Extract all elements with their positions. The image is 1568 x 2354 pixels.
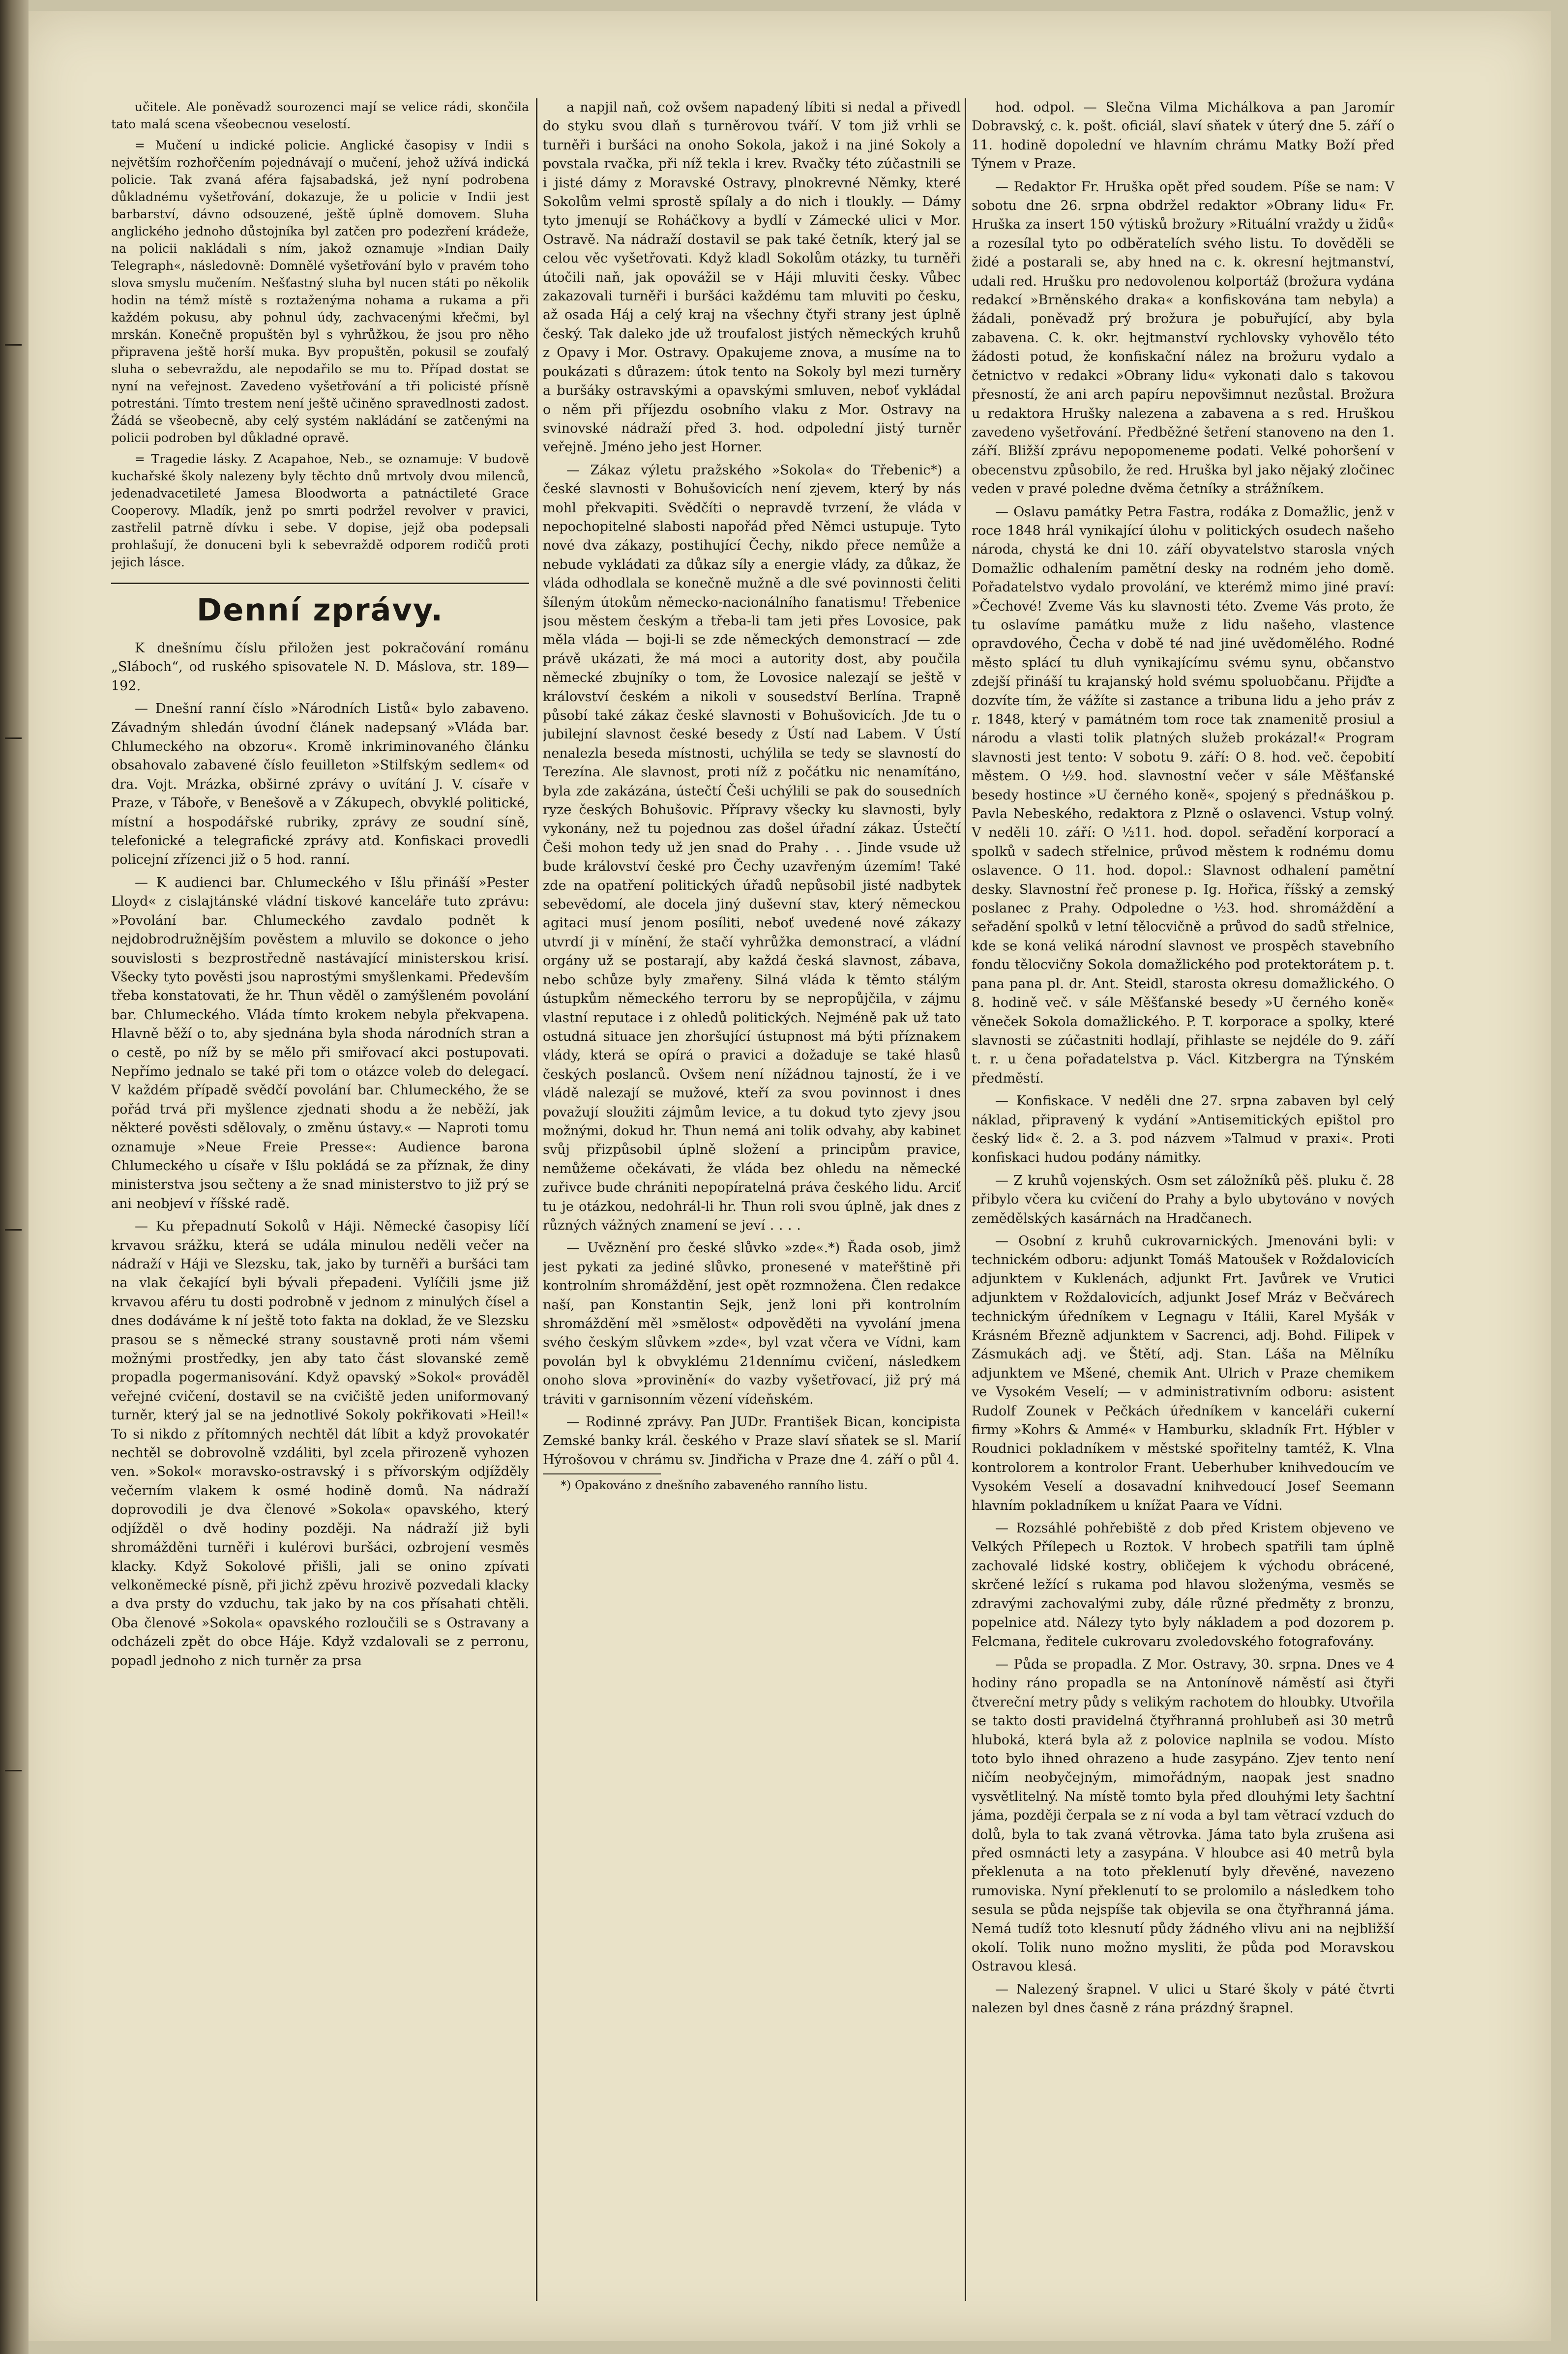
section-heading: Denní zprávy.	[111, 583, 529, 632]
article-supplement: K dnešnímu číslu přiložen jest pokračování románu „Sláboch“, od ruského spisovatele N. D. Máslova, str. 189—192.	[111, 641, 529, 694]
binding-mark	[5, 344, 22, 346]
article-ground-collapse: — Půda se propadla. Z Mor. Ostravy, 30. srpna. Dnes ve 4 hodiny ráno propadla se na Antonínově náměstí asi čtyři čtvereční metry půdy s velikým rachotem do hloubky. Utvořila se takto dosti pravidelná čtyřhranná prohlubeň asi 30 metrů hluboká, která byla až z polovice naplnila se vodou. Místo toto bylo ihned ohrazeno a hude zasypáno. Zjev tento není ničím neobyčejným, mimořádným, naopak jest snadno vysvětlitelný. Na místě tomto byla před dlouhými lety šachtní jáma, později čerpala se z ní voda a byl tam větrací vzduch do dolů, byla to tak zvaná větrovka. Jáma tato byla zrušena asi před osmnácti lety a zasypána. V hloubce asi 40 metrů byla překlenuta a na toto překlenutí byly dřevěné, navezeno rumoviska. Nyní překlenutí to se prolomilo a následkem toho sesula se půda nejspíše tak objevila se ona čtyřhranná jáma. Nemá tudíž toto klesnutí půdy žádného vlivu ani na nejbližší okolí. Tolik nuno možno mysliti, že půda pod Moravskou Ostravou klesá.	[972, 1656, 1394, 1974]
article-police-torture: = Mučení u indické policie. Anglické časopisy v Indii s největším rozhořčením pojednávají o mučení, jehož užívá indická policie. Tak zvaná aféra fajsabadská, jež nyní podrobena důkladnému vyšetřování, dokazuje, že u policie v Indii jest barbarství, dávno odsouzené, ještě úplně domovem. Sluha anglického jednoho důstojníka byl zatčen pro podezření krádeže, na policii nakládali s ním, jakož oznamuje »Indian Daily Telegraph«, následovně: Domnělé vyšetřování bylo v pravém toho slova smyslu mučením. Nešťastný sluha byl nucen státi po několik hodin na témž místě s roztaženýma nohama a rukama a při každém pokusu, aby pohnul údy, zachvacenými křečmi, byl mrskán. Konečně propuštěn byl s vyhrůžkou, že jsou pro něho připravena ještě horší muka. Byv propuštěn, pokusil se zoufalý sluha o sebevraždu, ale nepodařilo se mu to. Případ dostat se nyní na veřejnost. Zavedeno vyšetřování a tři policisté přísně potrestáni. Tímto trestem není ještě učiněno spravedlnosti zadost. Žádá se všeobecně, aby celý systém nakládání se zatčenými na policii podroben byl důkladné opravě.	[111, 138, 529, 445]
binding-mark	[5, 1229, 22, 1231]
article-shrapnel: — Nalezený šrapnel. V ulici u Staré školy v páté čtvrti nalezen byl dnes časně z rána prázdný šrapnel.	[972, 1981, 1394, 2016]
article-hruska: — Redaktor Fr. Hruška opět před soudem. Píše se nam: V sobotu dne 26. srpna obdržel redaktor »Obrany lidu« Fr. Hruška za insert 150 výtisků brožury »Rituální vraždy u židů« a rozesílal tyto po odběratelích svého listu. To dověděli se židé a postarali se, aby hned na c. k. okresní hejtmanství, udali red. Hrušku pro nedovolenou kolportáž (brožura vydána redakcí »Brněnského draka« a konfiskována tam nebyla) a žádali, poněvadž prý brožura je pobuřující, aby byla zabavena. C. k. okr. hejtmanství rychlovsky vyhovělo této žádosti potud, že konfiskační nález na brožuru vydalo a četnictvo v redakci »Obrany lidu« vykonati dalo s takovou přesností, že ani arch papíru nepovšimnut nezůstal. Brožura u redaktora Hrušky nalezena a zabavena a s red. Hruškou zavedeno vyšetřování. Předběžné šetření stanoveno na den 1. září. Bližší zprávu nepopomeneme podati. Velké pohoršení v obecenstvu způsobilo, že red. Hruška byl jako nějaký zločinec veden v pravé poledne dvěma četníky a strážníkem.	[972, 179, 1394, 497]
article-confiscation: — Dnešní ranní číslo »Národních Listů« bylo zabaveno. Závadným shledán úvodní článek nadepsaný »Vláda bar. Chlumeckého na obzoru«. Kromě inkriminovaného článku obsahovalo zabavené číslo feuilleton »Stilfským sedlem« od dra. Vojt. Mrázka, obširné zprávy o uvítání J. V. císaře v Praze, v Táboře, v Benešově a v Zákupech, obvyklé politické, místní a hospodářské rubriky, zprávy ze soudní síně, telefonické a telegrafické zprávy atd. Konfiskaci provedli policejní zřízenci již o 5 hod. ranní.	[111, 701, 529, 868]
column-middle	[543, 98, 961, 2311]
column-divider	[536, 98, 537, 2301]
article-audience: — K audienci bar. Chlumeckého v Išlu přináší »Pester Lloyd« z cislajtánské vládní tiskové kanceláře tuto zprávu: »Povolání bar. Chlumeckého zavdalo podnět k nejdobrodružnějším pověstem a mluvilo se dokonce o jeho souvislosti s bezprostředně nastávající ministerskou krisí. Všecky tyto pověsti jsou naprostými smyšlenkami. Především třeba konstatovati, že hr. Thun věděl o zamýšleném povolání bar. Chlumeckého. Vláda tímto krokem nebyla překvapena. Hlavně běží o to, aby sjednána byla shoda národních stran a o cestě, po níž by se mělo při smiřovací akci postupovati. Nepřímo jednalo se také při tom o otázce voleb do delegací. V každém případě svědčí povolání bar. Chlumeckého, že se pořád trvá při myšlence zjednati shodu a že neběží, jak některé pověsti sdělovaly, o změnu ústavy.« — Naproti tomu oznamuje »Neue Freie Presse«: Audience barona Chlumeckého u císaře v Išlu pokládá se za příznak, že diny ministerstva jsou sečteny a že snad ministerstvo to již prý se ani neobjeví v říšské radě.	[111, 875, 529, 1211]
article-burial-site: — Rozsáhlé pohřebiště z dob před Kristem objeveno ve Velkých Přílepech u Roztok. V hrobech spatřili tam úplně zachovalé lidské kostry, obličejem k východu obrácené, skrčené ležící s rukama pod hlavou složenýma, vesměs se zdravými zachovalými zuby, dále různé předměty z bronzu, popelnice atd. Nálezy tyto byly nákladem a pod dozorem p. Felcmana, ředitele cukrovaru zvoledovského fotografovány.	[972, 1521, 1394, 1649]
article-family-news: — Rodinné zprávy. Pan JUDr. František Bican, koncipista Zemské banky král. českého v Praze slaví sňatek se sl. Marií Hýrošovou v chrámu sv. Jindřicha v Praze dne 4. září o půl 4.	[543, 1414, 961, 1468]
binding-mark	[5, 1770, 22, 1771]
column-divider	[965, 98, 966, 2301]
article-military: — Z kruhů vojenských. Osm set záložníků pěš. pluku č. 28 přibylo včera ku cvičení do Prahy a bylo ubytováno v nových zemědělských kasárnách na Hradčanech.	[972, 1173, 1394, 1226]
footnote-divider	[543, 1473, 661, 1474]
article-imprisonment: — Uvěznění pro české slůvko »zde«.*) Řada osob, jimž jest pykati za jediné slůvko, pronesené v mateřštině při kontrolním shromáždění, jest opět rozmnožena. Člen redakce naší, pan Konstantin Sejk, jenž loni při kontrolním shromáždění měl »smělost« odpověděti na vyvolání jmena svého českým slůvkem »zde«, byl vzat včera ve Vídni, kam povolán byl k obvyklému 21dennímu cvičení, následkem onoho slova »provinění« do vazby vyšetřovací, již prý má tráviti v garnisonním vězení vídeňském.	[543, 1240, 961, 1407]
article-fastr: — Oslavu památky Petra Fastra, rodáka z Domažlic, jenž v roce 1848 hrál vynikající úlohu v politických osudech našeho národa, chystá ke dni 10. září obyvatelstvo starosla vných Domažlic odhalením pamětní desky na rodném jeho domě. Pořadatelstvo vydalo provolání, ve kterémž mimo jiné praví: »Čechové! Zveme Vás ku slavnosti této. Zveme Vás proto, že tu oslavíme památku muže z lidu našeho, vlastence opravdového, Čecha v době té nad jiné uvědomělého. Rodné město splácí tu dluh vynikajícímu svému synu, občanstvo zdejší přináší tu krajanský hold svému spoluobčanu. Přijďte a dozvíte tím, že vážíte si zastance a tribuna lidu a jeho práv z r. 1848, který v památném tom roce tak znamenitě prosiul a národu a vlasti tolik platných služeb prokázal!« Program slavnosti jest tento: V sobotu 9. září: O 8. hod. več. čepobití městem. O ½9. hod. slavnostní večer v sále Měšťanské besedy hostince »U černého koně«, spojený s přednáškou p. Pavla Nebeského, redaktora z Plzně o oslavenci. Vstup volný. V neděli 10. září: O ½11. hod. dopol. seřadění korporací a spolků v sadech střelnice, průvod městem k rodnému domu oslavence. O 11. hod. dopol.: Slavnost odhalení pamětní desky. Slavnostní řeč pronese p. Ig. Hořica, říšský a zemský poslanec z Prahy. Odpoledne o ½3. hod. shromáždění a seřadění spolků v letní tělocvičně a průvod do sadů střelnice, kde se koná veliká národní slavnost ve prospěch stavebního fondu tělocvičny Sokola domažlického pod protektorátem p. t. pana pana pl. dr. Ant. Steidl, starosta okresu domažlického. O 8. hodině več. v sále Měšťanské besedy »U černého koně« věneček Sokola domažlického. P. T. korporace a spolky, které slavnosti se zúčastniti hodlají, přihlaste se nejdéle do 9. září t. r. u čena pořadatelstva p. Václ. Kitzbergra na Týnském předměstí.	[972, 504, 1394, 1086]
article-continuation: učitele. Ale poněvadž sourozenci mají se velice rádi, skončila tato malá scena všeobecnou veselostí.	[111, 100, 529, 131]
article-sugar-personnel: — Osobní z kruhů cukrovarnických. Jmenováni byli: v technickém odboru: adjunkt Tomáš Matoušek v Roždalovicích adjunktem v Kuklenách, adjunkt Frt. Javůrek ve Vrutici adjunktem v Roždalovicích, adjunkt Josef Mráz v Bečvárech technickým úředníkem v Legnagu v Itálii, Karel Myšák v Krásném Březně adjunktem v Sacrenci, adj. Bohd. Filipek v Zásmukách adj. ve Štětí, adj. Stan. Láša na Mělníku adjunktem ve Mšené, chemik Ant. Ulrich v Praze chemikem ve Vysokém Veselí; — v administrativním odboru: asistent Rudolf Zounek v Pečkách úředníkem v kanceláři cukerní firmy »Kohrs & Ammé« v Hamburku, skladník Frt. Hýbler v Roudnici pokladníkem v městské spořitelny tamtéž, K. Vlna kontrolorem a kontrolor Frant. Ueberhuber knihvedoucím ve Vysokém Veselí a dosavadní knihvedoucí Josef Seemann hlavním pokladníkem u knížat Paara ve Vídni.	[972, 1233, 1394, 1513]
column-left	[111, 98, 529, 2311]
binding-mark	[5, 737, 22, 739]
article-sokol-attack: — Ku přepadnutí Sokolů v Háji. Německé časopisy líčí krvavou srážku, která se udála minulou neděli večer na nádraží v Háji ve Slezsku, tak, jako by turněři a buršáci tam na vlak čekající byli bývali přepadeni. Vylíčili jsme již krvavou aféru tu dosti podrobně v jednom z minulých čísel a dnes dodáváme k ní ještě toto fakta na doklad, že ve Slezsku prasou se s německé strany soustavně proti nám všemi možnými prostředky, jen aby tato část slovanské země propadla pogermanisování. Když opavský »Sokol« prováděl veřejné cvičení, dostavil se na cvičiště jeden uniformovaný turněr, který jal se na jednotlivé Sokoly pokřikovati »Heil!« To si nikdo z přítomných nechtěl dát líbit a když provokatér nechtěl se dobrovolně vzdáliti, byl zcela přirozeně vyhozen ven. »Sokol« moravsko-ostravský i s přívorským odjížděly večerním vlakem k osmé hodině domů. Na nádraží doprovodili je dva členové »Sokola« opavského, který odjížděl o dvě hodiny později. Na nádraží již byli shromážděni turněři i kulérovi buršáci, ozbrojení vesměs klacky. Když Sokolové přišli, jali se onino zpívati velkoněmecké písně, při jichž zpěvu hrozivě pozvedali klacky a dva prsty do vzduchu, tak jako by na cos přísahati chtěli. Oba členové »Sokola« opavského rozloučili se s Ostravany a odcházeli zpět do obce Háje. Když vzdalovali se z perronu, popadl jednoho z nich turněr za prsa	[111, 1219, 529, 1669]
article-trip-ban: — Zákaz výletu pražského »Sokola« do Třebenic*) a české slavnosti v Bohušovicích není zjevem, který by nás mohl překvapiti. Svědčíti o nepravdě tvrzení, že vláda v nepochopitelné slabosti napořád před Němci ustupuje. Tyto nové dva zákazy, postihující Čechy, nikdo přece nemůže a nebude vykládati za důkaz síly a energie vlády, za důkaz, že vláda odhodlala se konečně mužně a dle své povinnosti čeliti šíleným útokům německo-nacionálního fanatismu! Třebenice jsou městem českým a třeba-li tam jeti přes Lovosice, pak měla vláda — boji-li se zde německých demonstrací — zde právě ukázati, že má moci a autority dost, aby poučila německé zbujníky o tom, že Lovosice nalezají se ještě v království českém a nikoli v sousedství Berlína. Trapně působí také zákaz české slavnosti v Bohušovicích. Jde tu o jubilejní slavnost české besedy z Ústí nad Labem. V Ústí nenalezla beseda místnosti, uchýlila se tedy se slavností do Terezína. Ale slavnost, proti níž z počátku nic nenamítáno, byla zde zakázána, ústečtí Češi uchýlili se pak do sousedních ryze českých Bohušovic. Přípravy všecky ku slavnosti, byly vykonány, než tu pojednou zas došel úřadní zákaz. Ústečtí Češi mohon tedy už jen snad do Prahy . . . Jinde vsude už bude království české pro Čechy uzavřeným územím! Také zde na opatření politických úřadů nepůsobil jisté nadbytek sebevědomí, ale docela jiný duševní stav, který německou agitaci musí jenom posíliti, neboť uvedené nové zákazy utvrdí ji v mínění, že stačí vyhrůžka demonstrací, a vládní orgány už se postarají, aby každá česká slavnost, zábava, nebo schůze byly zmařeny. Silná vláda k těmto stálým ústupkům německého terroru by se nepropůjčila, v zájmu vlastní reputace i z ohledů politických. Nejméně pak už tato ostudná situace jen zhoršující ústupnost má býti příznakem vlády, která se opírá o pravici a dožaduje se také hlasů českých poslanců. Ovšem není nížádnou tajností, že i ve vládě nalezají se mužové, kteří za svou povinnost i dnes považují sloužiti zájmům levice, a tu dokud tyto zjevy jsou možnými, dokud hr. Thun nemá ani tolik odvahy, aby kabinet svůj přizpůsobil úplně složení a principům pravice, nemůžeme očekávati, že vláda bez ohledu na německé zuřivce bude chrániti nepopíratelná práva českého lidu. Arciť tu je otázkou, nedohrál-li hr. Thun roli svou úplně, jak dnes z různých vážných znamení se jeví . . . .	[543, 462, 961, 1233]
footnote: *) Opakováno z dnešního zabaveného ranního listu.	[561, 1478, 868, 1493]
article-family-news-cont: hod. odpol. — Slečna Vilma Michálkova a pan Jaromír Dobravský, c. k. pošt. oficiál, slaví sňatek v úterý dne 5. září o 11. hodině dopolední ve hlavním chrámu Matky Boží před Týnem v Praze.	[972, 100, 1394, 172]
article-sokol-attack-cont: a napjil naň, což ovšem napadený líbiti si nedal a přivedl do styku svou dlaň s turněrovou tváří. V tom již vrhli se turněři i buršáci na onoho Sokola, jakož i na jiné Sokoly a povstala rvačka, při níž tekla i krev. Rvačky této zúčastnili se i jisté dámy z Moravské Ostravy, plnokrevné Němky, které Sokolům velmi sprostě spílaly a do nich i tloukly. — Dámy tyto jmenují se Roháčkovy a bydlí v Zámecké ulici v Mor. Ostravě. Na nádraží dostavil se pak také četník, který jal se celou věc vyšetřovati. Když kladl Sokolům otázky, tu turněři útočili naň, jak opovážil se v Háji mluviti česky. Vůbec zakazovali turněři i buršáci každému tam mluviti po česku, až osada Háj a celý kraj na všechny čtyři strany jest úplně český. Tak daleko jde už troufalost jistých německých kruhů z Opavy i Mor. Ostravy. Opakujeme znova, a musíme na to poukázati s důrazem: útok tento na Sokoly byl mezi turněry a buršáky ostravskými a opavskými smluven, neboť vykládal o něm při příjezdu osobního vlaku z Mor. Ostravy na svinovské nádraží před 3. hod. odpolední jistý turněr veřejně. Jméno jeho jest Horner.	[543, 100, 961, 455]
article-love-tragedy: = Tragedie lásky. Z Acapahoe, Neb., se oznamuje: V budově kuchařské školy nalezeny byly těchto dnů mrtvoly dvou milenců, jedenadvacetileté Jamesa Bloodworta a patnáctileté Grace Cooperovy. Mladík, jenž po smrti podržel revolver v pravici, zastřelil patrně dívku i sebe. V dopise, jejž oba podepsali prohlašují, že donuceni byli k sebevraždě odporem rodičů proti jejich lásce.	[111, 452, 529, 569]
binding-edge	[0, 0, 29, 2354]
article-konfiskace: — Konfiskace. V neděli dne 27. srpna zabaven byl celý náklad, připravený k vydání »Antisemitických epištol pro český lid« č. 2. a 3. pod názvem »Talmud v praxi«. Proti konfiskaci hudou podány námitky.	[972, 1093, 1394, 1166]
column-right	[972, 98, 1394, 2311]
